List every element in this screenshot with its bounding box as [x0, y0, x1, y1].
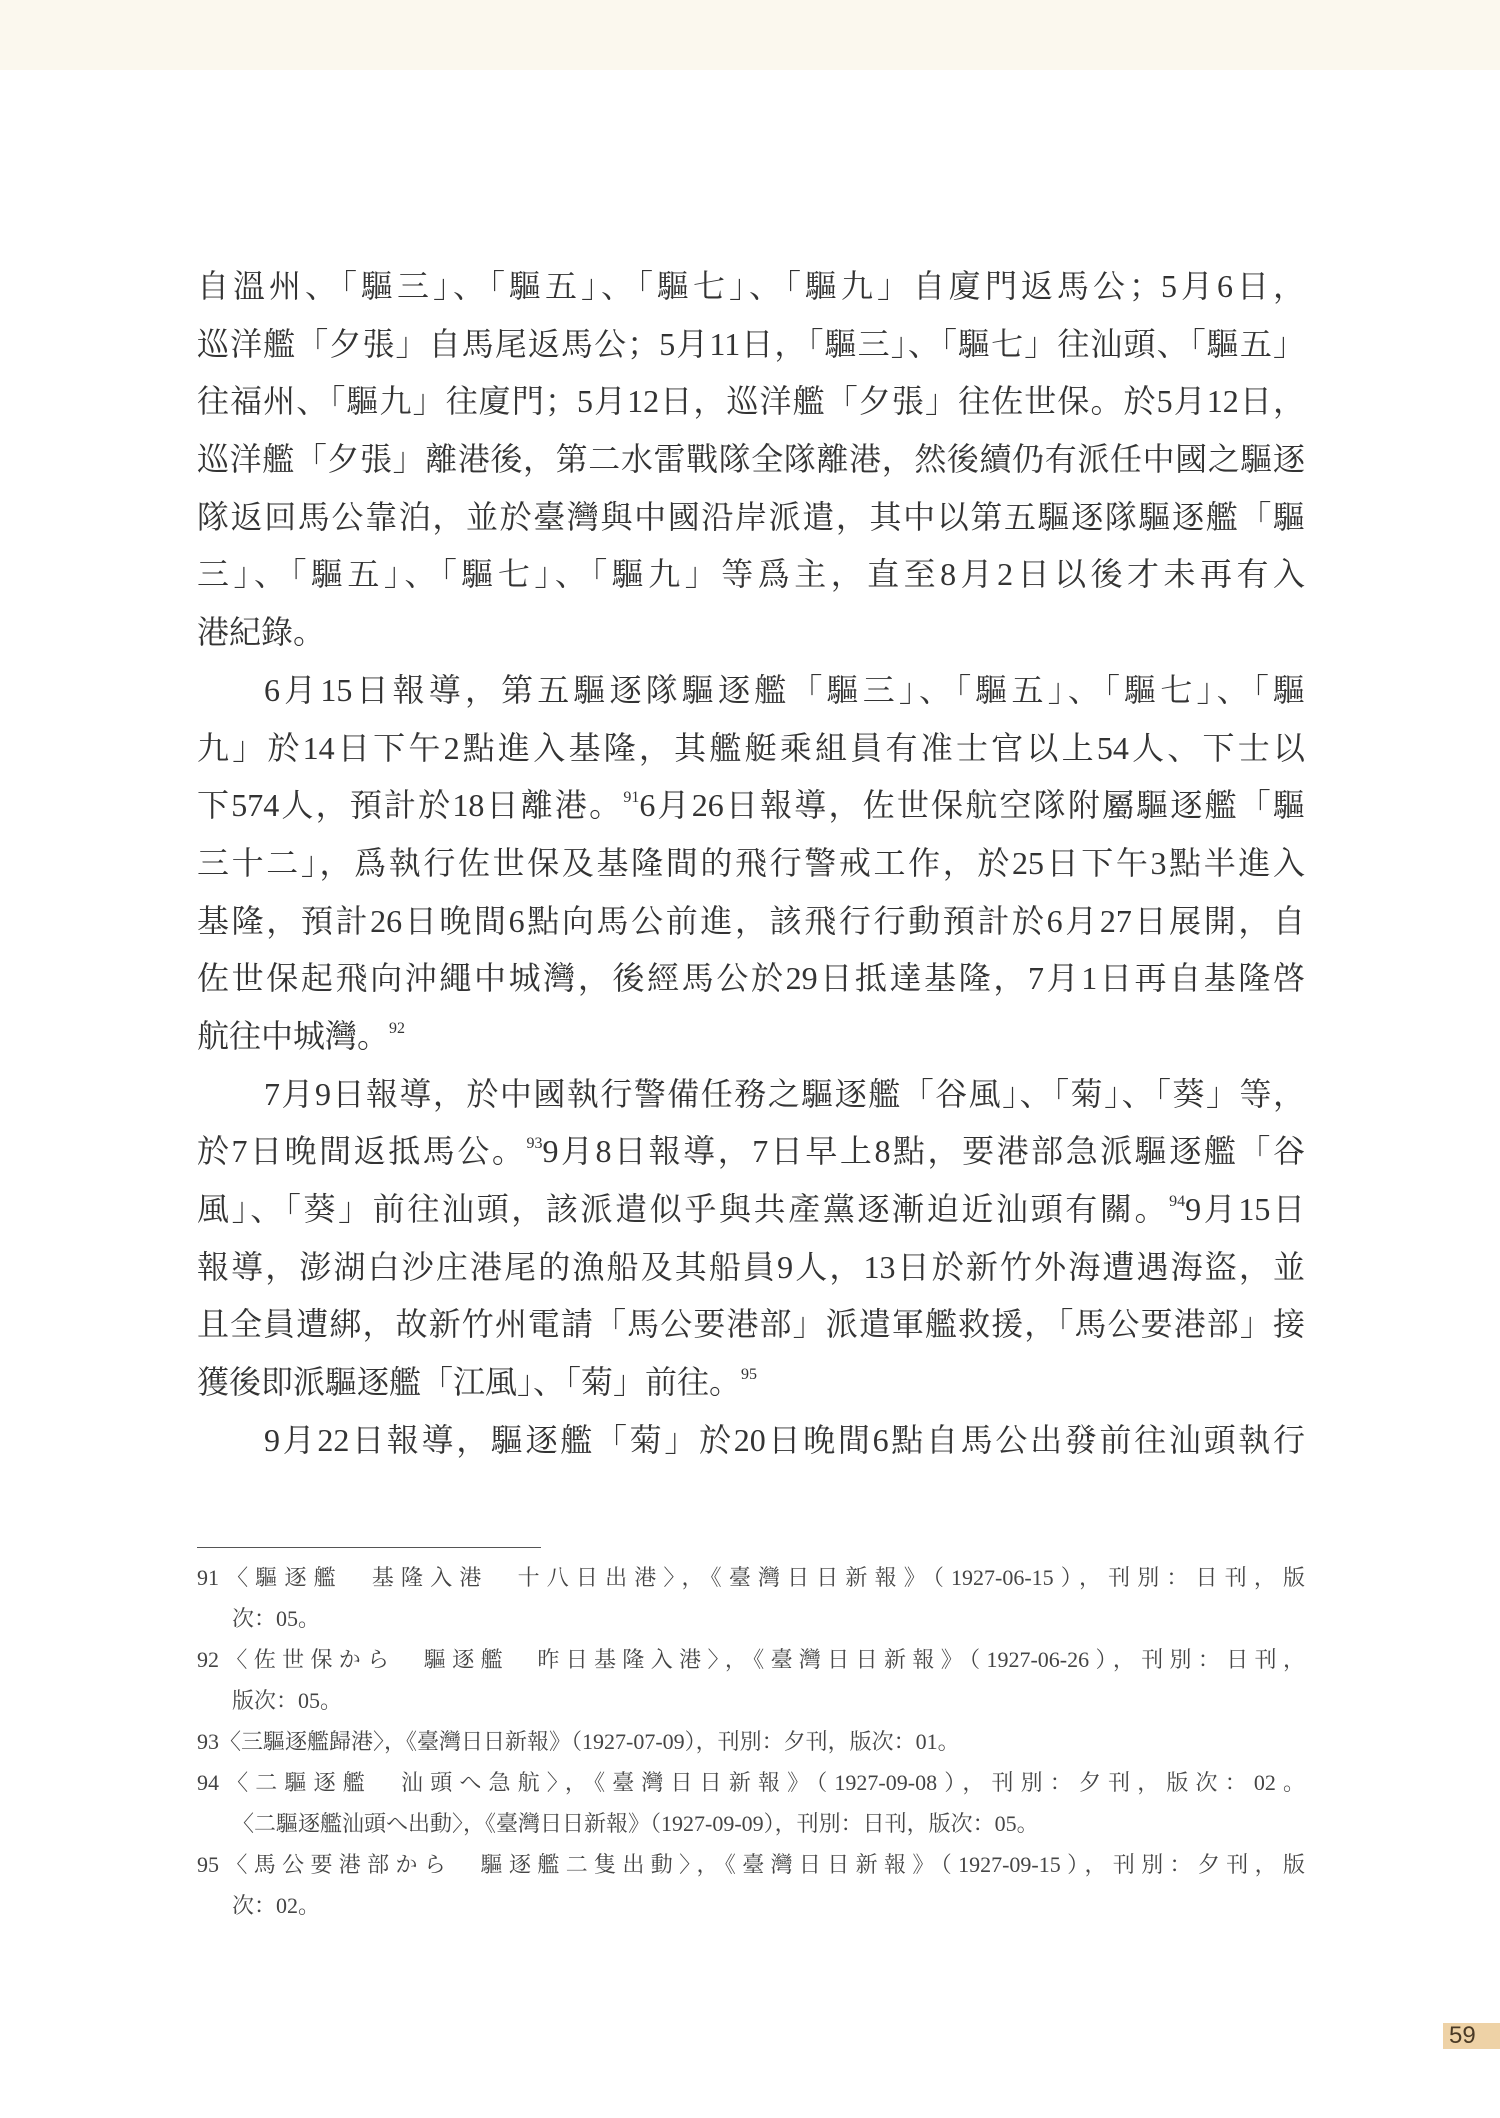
page-number: 59 [1443, 2023, 1500, 2049]
text-segment: 且全員遭綁，故新竹州電請「馬公要港部」派遣軍艦救援，「馬公要港部」接 [197, 1306, 1305, 1343]
text-segment: 三十二」，爲執行佐世保及基隆間的飛行警戒工作，於25日下午3點半進入 [197, 844, 1305, 881]
text-line [197, 1296, 1305, 1354]
paragraph [197, 662, 1305, 1066]
text-segment: 6月15日報導，第五驅逐隊驅逐艦「驅三」、「驅五」、「驅七」、「驅 [264, 671, 1305, 708]
text-line [197, 604, 1305, 662]
footnote-line: 92〈佐世保から 驅逐艦 昨日基隆入港〉，《臺灣日日新報》（1927-06-26），刊別：日刊， [197, 1647, 1305, 1672]
text-line [197, 546, 1305, 604]
text-segment: 隊返回馬公靠泊，並於臺灣與中國沿岸派遣，其中以第五驅逐隊驅逐艦「驅 [197, 498, 1305, 535]
footnote-reference: 92 [389, 1019, 406, 1037]
footnote-line: 94〈二驅逐艦 汕頭へ急航〉，《臺灣日日新報》（1927-09-08），刊別：夕刊，版次：02。 [197, 1770, 1305, 1795]
text-line [197, 1354, 1305, 1412]
text-segment: 9月8日報導，7日早上8點，要港部急派驅逐艦「谷 [542, 1133, 1305, 1170]
paragraph [197, 1066, 1305, 1412]
footnotes [197, 1557, 1305, 1926]
text-segment: 巡洋艦「夕張」離港後，第二水雷戰隊全隊離港，然後續仍有派任中國之驅逐 [197, 441, 1305, 478]
text-segment: 佐世保起飛向沖繩中城灣，後經馬公於29日抵達基隆，7月1日再自基隆啓 [197, 960, 1305, 997]
text-line [197, 1008, 1305, 1066]
footnote-line: 〈二驅逐艦汕頭へ出動〉，《臺灣日日新報》（1927-09-09），刊別：日刊，版次：05。 [232, 1811, 1039, 1836]
footnote-reference: 95 [741, 1366, 758, 1384]
text-segment: 獲後即派驅逐艦「江風」、「菊」前往。 [197, 1364, 742, 1401]
footnote [197, 1721, 1305, 1762]
text-segment: 巡洋艦「夕張」自馬尾返馬公；5月11日，「驅三」、「驅七」往汕頭、「驅五」 [197, 325, 1305, 362]
text-line [197, 720, 1305, 778]
footnote-reference: 91 [623, 789, 640, 807]
body-text [197, 258, 1305, 1469]
footnote [197, 1639, 1305, 1721]
top-decorative-band [0, 0, 1500, 70]
text-segment: 九」於14日下午2點進入基隆，其艦艇乘組員有准士官以上54人、下士以 [197, 729, 1305, 766]
footnote-reference: 94 [1169, 1193, 1186, 1210]
text-line [197, 835, 1305, 893]
text-line [197, 258, 1305, 316]
text-line [197, 777, 1305, 835]
text-segment: 報導，澎湖白沙庄港尾的漁船及其船員9人，13日於新竹外海遭遇海盜，並 [197, 1248, 1305, 1285]
footnote-line: 95〈馬公要港部から 驅逐艦二隻出動〉，《臺灣日日新報》（1927-09-15），刊別：夕刊，版 [197, 1852, 1305, 1877]
text-segment: 基隆，預計26日晚間6點向馬公前進，該飛行行動預計於6月27日展開，自 [197, 902, 1305, 939]
footnote-line: 91〈驅逐艦 基隆入港 十八日出港〉，《臺灣日日新報》（1927-06-15），刊別：日刊，版 [197, 1565, 1305, 1590]
footnote-line: 次：02。 [232, 1893, 321, 1918]
text-line [197, 431, 1305, 489]
paragraph [197, 1412, 1305, 1470]
footnote [197, 1844, 1305, 1926]
text-segment: 下574人，預計於18日離港。 [197, 787, 624, 824]
text-segment: 風」、「葵」前往汕頭，該派遣似乎與共產黨逐漸迫近汕頭有關。 [197, 1191, 1170, 1227]
text-segment: 自溫州、「驅三」、「驅五」、「驅七」、「驅九」自廈門返馬公；5月6日， [197, 268, 1305, 304]
text-line [197, 1412, 1305, 1470]
footnote [197, 1762, 1305, 1844]
text-line [197, 950, 1305, 1008]
text-segment: 9月22日報導，驅逐艦「菊」於20日晚間6點自馬公出發前往汕頭執行 [264, 1421, 1305, 1458]
footnote-line: 93〈三驅逐艦歸港〉，《臺灣日日新報》（1927-07-09），刊別：夕刊，版次：01。 [197, 1729, 960, 1754]
footnote-line: 次：05。 [232, 1606, 321, 1631]
text-segment: 航往中城灣。 [197, 1017, 390, 1054]
paragraph [197, 258, 1305, 662]
footnote-divider [197, 1547, 541, 1548]
text-segment: 7月9日報導，於中國執行警備任務之驅逐艦「谷風」、「菊」、「葵」等， [264, 1075, 1305, 1112]
text-segment: 往福州、「驅九」往廈門；5月12日，巡洋艦「夕張」往佐世保。於5月12日， [197, 383, 1305, 420]
footnote [197, 1557, 1305, 1639]
footnote-reference: 93 [526, 1135, 543, 1153]
text-line [197, 316, 1305, 374]
text-line [197, 1239, 1305, 1297]
text-segment: 三」、「驅五」、「驅七」、「驅九」等爲主，直至8月2日以後才未再有入 [197, 556, 1305, 593]
text-line [197, 489, 1305, 547]
text-line [197, 893, 1305, 951]
text-line [197, 373, 1305, 431]
text-line [197, 662, 1305, 720]
text-segment: 於7日晚間返抵馬公。 [197, 1133, 527, 1170]
text-segment: 港紀錄。 [197, 614, 326, 651]
text-line [197, 1066, 1305, 1124]
footnote-line: 版次：05。 [232, 1688, 343, 1713]
text-segment: 9月15日 [1185, 1191, 1305, 1227]
text-line [197, 1181, 1305, 1239]
text-segment: 6月26日報導，佐世保航空隊附屬驅逐艦「驅 [639, 787, 1305, 824]
text-line [197, 1123, 1305, 1181]
